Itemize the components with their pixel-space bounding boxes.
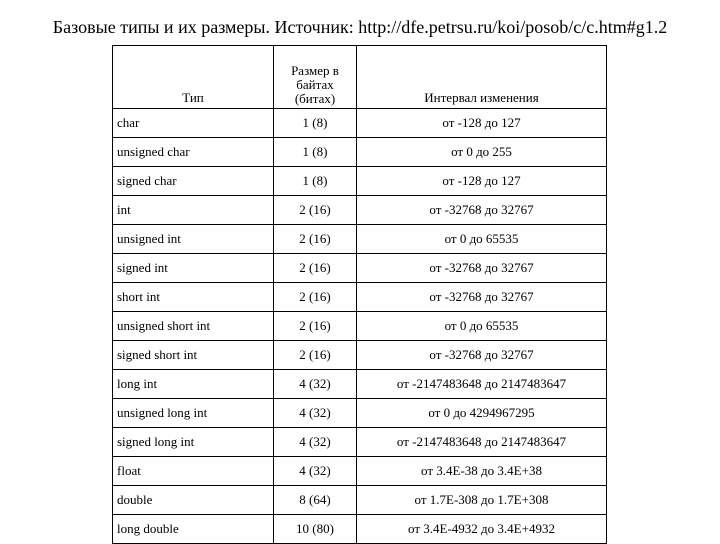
type-cell: int: [113, 196, 274, 225]
table-row: [113, 109, 607, 138]
range-cell: от 3.4Е-38 до 3.4Е+38: [357, 457, 607, 486]
header-range: Интервал изменения: [357, 46, 607, 109]
table-row: [113, 225, 607, 254]
types-table: [112, 45, 607, 544]
type-cell: unsigned char: [113, 138, 274, 167]
size-cell: 4 (32): [274, 370, 357, 399]
range-cell: от 3.4Е-4932 до 3.4Е+4932: [357, 515, 607, 544]
size-cell: 4 (32): [274, 428, 357, 457]
table-row: [113, 196, 607, 225]
range-cell: от -128 до 127: [357, 167, 607, 196]
type-cell: unsigned short int: [113, 312, 274, 341]
size-cell: 2 (16): [274, 254, 357, 283]
range-cell: от -32768 до 32767: [357, 283, 607, 312]
range-cell: от 0 до 4294967295: [357, 399, 607, 428]
table-row: [113, 399, 607, 428]
size-cell: 2 (16): [274, 283, 357, 312]
table-row: [113, 167, 607, 196]
range-cell: от 0 до 255: [357, 138, 607, 167]
size-cell: 4 (32): [274, 399, 357, 428]
range-cell: от 0 до 65535: [357, 312, 607, 341]
size-cell: 1 (8): [274, 167, 357, 196]
size-cell: 1 (8): [274, 109, 357, 138]
range-cell: от -32768 до 32767: [357, 254, 607, 283]
table-row: [113, 428, 607, 457]
type-cell: long double: [113, 515, 274, 544]
range-cell: от 0 до 65535: [357, 225, 607, 254]
table-row: [113, 370, 607, 399]
type-cell: signed short int: [113, 341, 274, 370]
table-row: [113, 341, 607, 370]
table-row: [113, 138, 607, 167]
page-title: Базовые типы и их размеры. Источник: http://dfe.petrsu.ru/koi/posob/c/c.htm#g1.2: [52, 17, 668, 37]
type-cell: signed int: [113, 254, 274, 283]
type-cell: unsigned int: [113, 225, 274, 254]
range-cell: от -128 до 127: [357, 109, 607, 138]
size-cell: 10 (80): [274, 515, 357, 544]
range-cell: от -32768 до 32767: [357, 196, 607, 225]
size-cell: 1 (8): [274, 138, 357, 167]
type-cell: char: [113, 109, 274, 138]
table-row: [113, 283, 607, 312]
type-cell: unsigned long int: [113, 399, 274, 428]
range-cell: от -2147483648 до 2147483647: [357, 370, 607, 399]
range-cell: от -2147483648 до 2147483647: [357, 428, 607, 457]
table-row: [113, 312, 607, 341]
table-row: [113, 515, 607, 544]
type-cell: short int: [113, 283, 274, 312]
size-cell: 2 (16): [274, 341, 357, 370]
table-row: [113, 486, 607, 515]
size-cell: 2 (16): [274, 225, 357, 254]
size-cell: 8 (64): [274, 486, 357, 515]
table-body: [113, 109, 607, 544]
range-cell: от -32768 до 32767: [357, 341, 607, 370]
size-cell: 2 (16): [274, 196, 357, 225]
size-cell: 4 (32): [274, 457, 357, 486]
header-type: Тип: [113, 46, 274, 109]
table-header: [113, 46, 607, 109]
table-row: [113, 457, 607, 486]
table-row: [113, 254, 607, 283]
type-cell: double: [113, 486, 274, 515]
type-cell: signed char: [113, 167, 274, 196]
range-cell: от 1.7Е-308 до 1.7Е+308: [357, 486, 607, 515]
type-cell: long int: [113, 370, 274, 399]
header-row: [113, 46, 607, 109]
type-cell: signed long int: [113, 428, 274, 457]
header-size: Размер в байтах (битах): [274, 46, 357, 109]
type-cell: float: [113, 457, 274, 486]
size-cell: 2 (16): [274, 312, 357, 341]
